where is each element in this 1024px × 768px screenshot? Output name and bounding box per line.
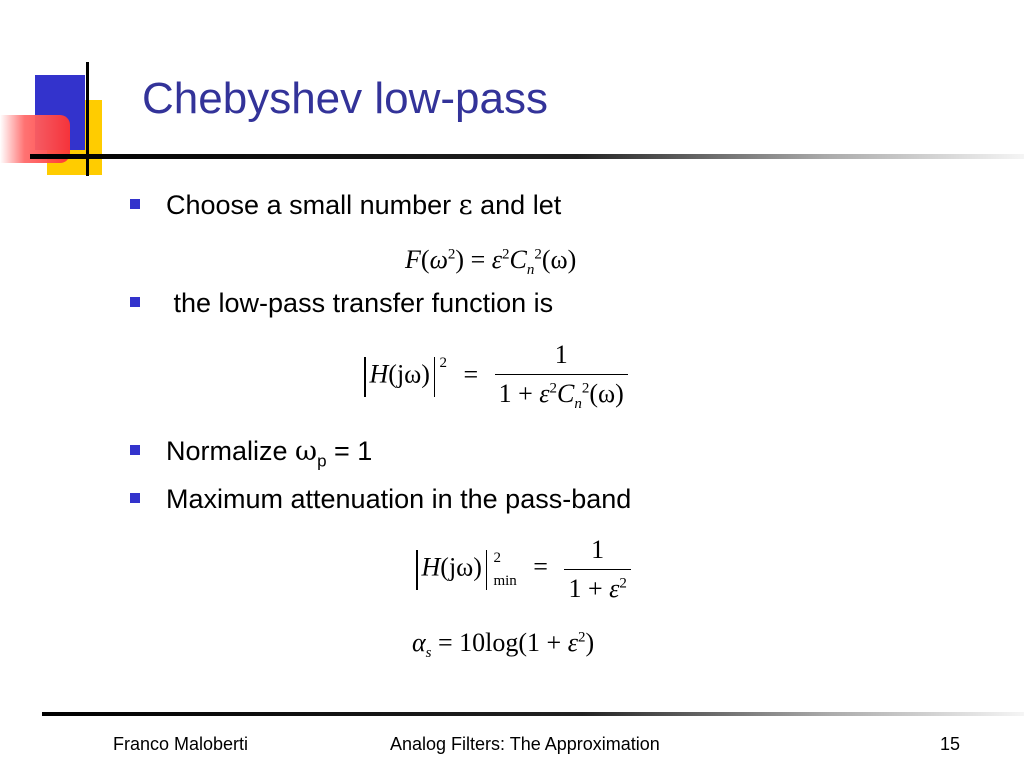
bullet-item bbox=[130, 436, 372, 471]
title-underline bbox=[30, 154, 1024, 159]
bullet-item bbox=[130, 484, 631, 515]
bullet-square-icon bbox=[130, 199, 140, 209]
bullet-item bbox=[130, 288, 553, 319]
epsilon-symbol: ε bbox=[458, 190, 473, 221]
bullet-square-icon bbox=[130, 493, 140, 503]
slide-title: Chebyshev low-pass bbox=[142, 74, 548, 123]
bullet-text: Maximum attenuation in the pass-band bbox=[166, 484, 632, 514]
fraction: $\frac{1}{1 + \varepsilon^2C_n^2(\omega)}$ bbox=[495, 340, 628, 413]
bullet-text: the low-pass transfer function is bbox=[166, 288, 554, 318]
bullet-text-tail: = 1 bbox=[326, 436, 373, 466]
bullet-text-tail: and let bbox=[472, 190, 562, 220]
equation-H-min: H(jω) 2 min = $\frac{1}{1 + \varepsilon^2}$ bbox=[412, 535, 631, 604]
bullet-square-icon bbox=[130, 297, 140, 307]
equation-H-squared: H(jω) $^2$ = $\frac{1}{1 + \varepsilon^2C_n^2(\omega)}$ bbox=[360, 340, 628, 413]
bullet-square-icon bbox=[130, 445, 140, 455]
footer-author: Franco Maloberti bbox=[113, 734, 249, 754]
bullet-text: Choose a small number bbox=[166, 190, 459, 220]
subscript-p: p bbox=[317, 451, 327, 471]
equation-alpha: $\alpha_s = 10\log(1 + \varepsilon^2)$ bbox=[412, 628, 595, 662]
bullet-item bbox=[130, 190, 561, 221]
bullet-text: Normalize bbox=[166, 436, 296, 466]
footer-page-number: 15 bbox=[940, 734, 961, 754]
fraction: $\frac{1}{1 + \varepsilon^2}$ bbox=[564, 535, 630, 604]
omega-symbol: ω bbox=[295, 436, 318, 467]
footer-line bbox=[42, 712, 1024, 716]
equation-F: $F(\omega^2) = \varepsilon^2C_n^2(\omega)$ bbox=[405, 245, 577, 279]
footer-course: Analog Filters: The Approximation bbox=[390, 734, 660, 754]
